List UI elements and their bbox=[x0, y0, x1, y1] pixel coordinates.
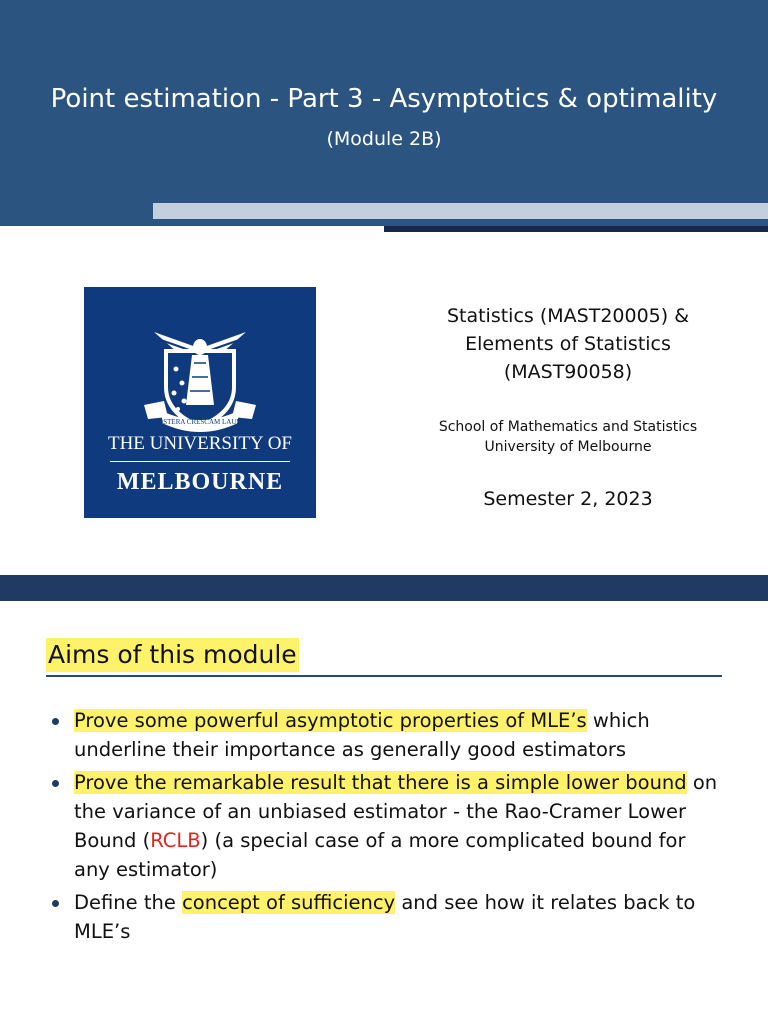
semester-label: Semester 2, 2023 bbox=[483, 488, 653, 510]
course-line3: (MAST90058) bbox=[503, 361, 633, 383]
decorative-bar-dark bbox=[384, 226, 768, 232]
list-item bbox=[46, 706, 726, 764]
list-item bbox=[46, 888, 726, 946]
aims-list bbox=[46, 706, 726, 950]
school-line1: School of Mathematics and Statistics bbox=[438, 419, 698, 435]
logo-text-line1: THE UNIVERSITY OF bbox=[107, 433, 292, 454]
bullet-icon bbox=[52, 780, 59, 787]
rclb-link-text: RCLB bbox=[150, 829, 201, 852]
university-logo bbox=[84, 287, 316, 518]
bullet-text: on the variance of an unbiased estimator - the Rao-Cramer Lower Bound ( bbox=[74, 771, 718, 852]
logo-motto: POSTERA CRESCAM LAUDE bbox=[154, 418, 246, 426]
course-info bbox=[400, 302, 736, 386]
list-item bbox=[46, 768, 726, 884]
decorative-bar-light bbox=[153, 203, 768, 219]
highlighted-text: Prove the remarkable result that there is a simple lower bound bbox=[74, 771, 687, 794]
school-line2: University of Melbourne bbox=[484, 439, 652, 455]
heading-rule bbox=[46, 675, 722, 677]
bullet-icon bbox=[52, 900, 59, 907]
highlighted-text: concept of sufficiency bbox=[182, 891, 396, 914]
bottom-band bbox=[0, 575, 768, 601]
slide-title: Point estimation - Part 3 - Asymptotics & optimality bbox=[50, 84, 718, 114]
slide-subtitle: (Module 2B) bbox=[326, 128, 442, 150]
bullet-text: Define the bbox=[74, 891, 183, 914]
bullet-text: and see how it relates back to MLE’s bbox=[74, 891, 696, 943]
course-line2: Elements of Statistics bbox=[465, 333, 671, 355]
logo-text-line2: MELBOURNE bbox=[116, 469, 284, 495]
highlighted-text: Prove some powerful asymptotic properties of MLE’s bbox=[74, 709, 587, 732]
school-info bbox=[400, 417, 736, 457]
bullet-icon bbox=[52, 718, 59, 725]
logo-divider bbox=[110, 461, 290, 462]
course-line1: Statistics (MAST20005) & bbox=[446, 305, 690, 327]
bullet-text: which underline their importance as generally good estimators bbox=[74, 709, 650, 761]
aims-heading: Aims of this module bbox=[46, 638, 299, 672]
bullet-text: ) (a special case of a more complicated bound for any estimator) bbox=[74, 829, 686, 881]
